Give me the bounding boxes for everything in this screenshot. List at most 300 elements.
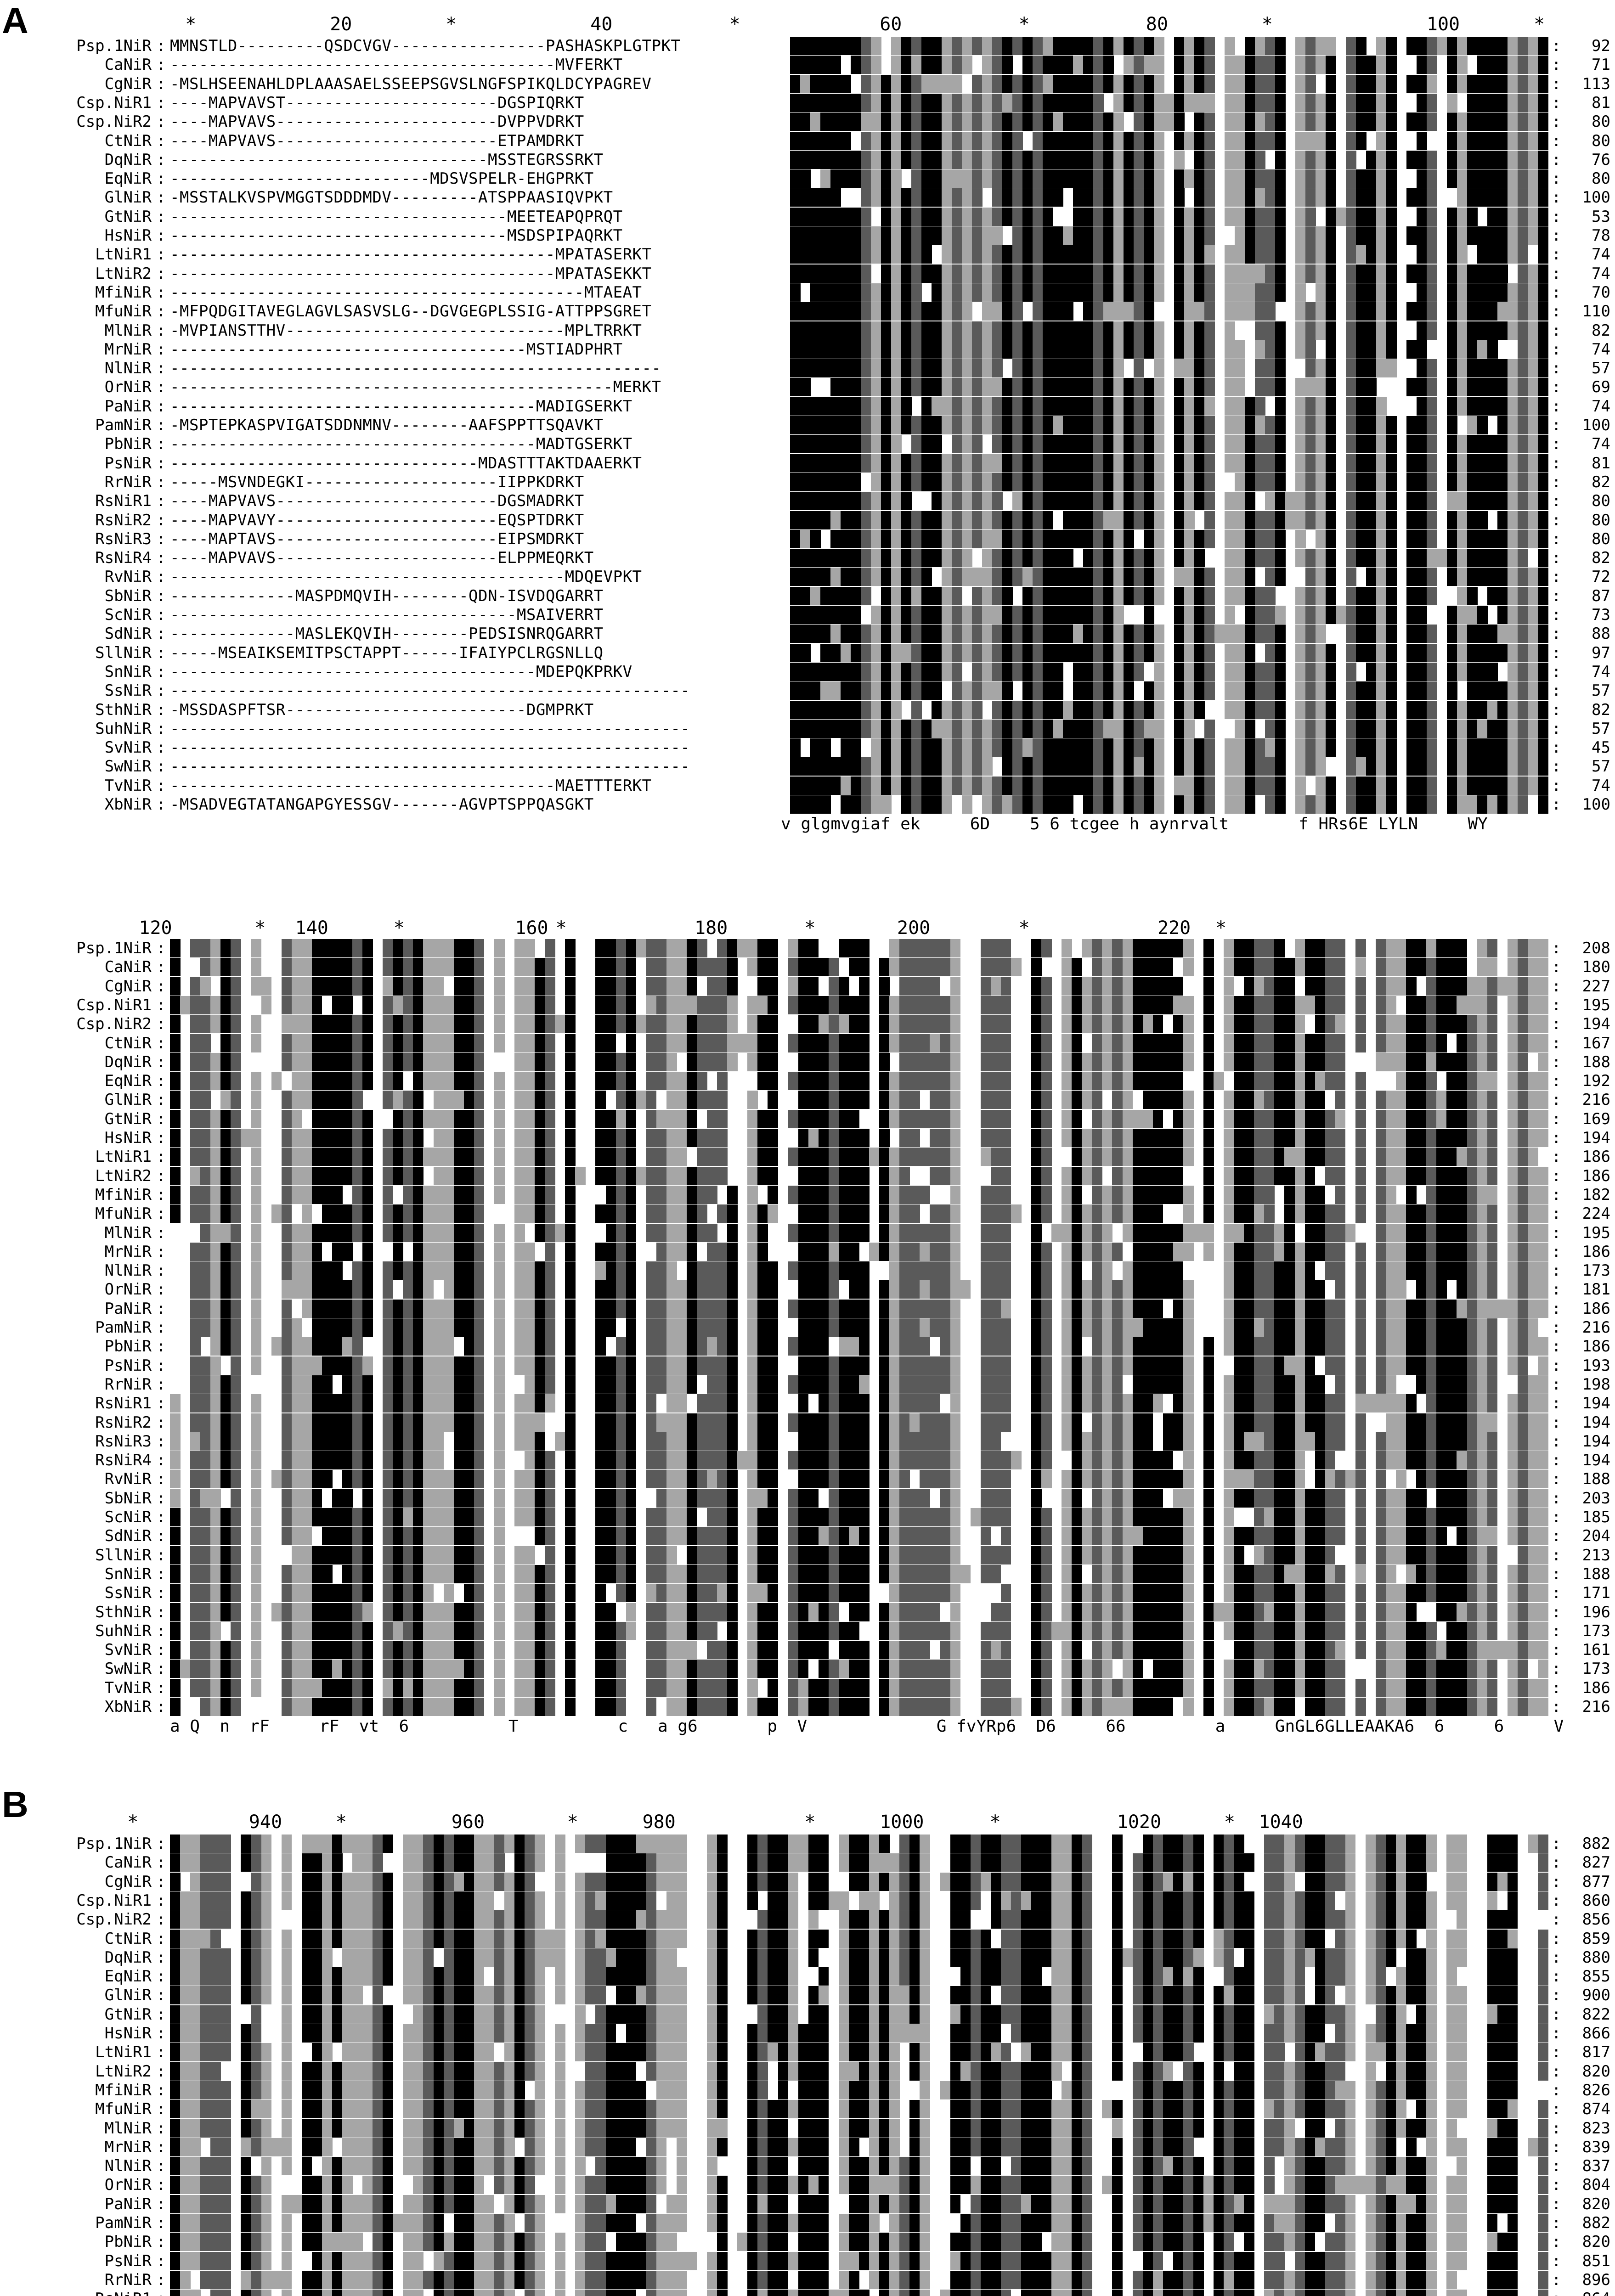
- residue-cell: [1124, 188, 1134, 207]
- residue-cell: [1487, 321, 1498, 340]
- residue-count: 194: [1562, 1129, 1610, 1147]
- residue-cell: [1124, 56, 1134, 74]
- residue-cell: [1497, 151, 1508, 169]
- residue-cell: [1376, 75, 1387, 93]
- separator-colon: :: [156, 454, 165, 473]
- separator-colon: :: [156, 681, 165, 700]
- residue-cell: [1316, 151, 1326, 169]
- residue-cell: [942, 208, 952, 226]
- residue-cell: [1225, 75, 1235, 93]
- residue-cell: [1083, 245, 1094, 264]
- residue-cell: [1134, 264, 1144, 283]
- residue-cell: [1457, 283, 1468, 302]
- residue-cell: [1275, 283, 1286, 302]
- residue-cell: [1487, 56, 1498, 74]
- residue-cell: [1083, 321, 1094, 340]
- sequence-name: RsNiR1: [0, 492, 152, 510]
- residue-cell: [810, 94, 821, 112]
- residue-cell: [1427, 264, 1437, 283]
- residue-cell: [1083, 75, 1094, 93]
- residue-cell: [1235, 151, 1245, 169]
- residue-cell: [972, 94, 983, 112]
- residue-cell: [1406, 264, 1417, 283]
- residue-cell: [1093, 208, 1104, 226]
- sequence-leading-residues: ---------------------------MDSVSPELR-EHGPRKT: [170, 169, 594, 188]
- residue-cell: [1235, 264, 1245, 283]
- residue-cell: [1518, 75, 1528, 93]
- residue-cell: [1184, 94, 1195, 112]
- residue-cell: [952, 75, 962, 93]
- residue-cell: [1316, 245, 1326, 264]
- residue-cell: [1356, 75, 1367, 93]
- panel-label: A: [2, 2, 28, 39]
- residue-cell: [1093, 94, 1104, 112]
- residue-cell: [992, 169, 1003, 188]
- residue-cell: [1326, 94, 1336, 112]
- residue-count: 182: [1562, 1186, 1610, 1204]
- residue-cell: [1457, 245, 1468, 264]
- residue-cell: [810, 321, 821, 340]
- residue-cell: [820, 340, 831, 359]
- residue-cell: [820, 321, 831, 340]
- residue-cell: [982, 94, 993, 112]
- ruler-tick-label: 100: [1427, 14, 1460, 35]
- residue-cell: [1134, 208, 1144, 226]
- residue-cell: [901, 321, 912, 340]
- residue-cell: [1467, 188, 1478, 207]
- residue-cell: [800, 113, 811, 131]
- residue-cell: [942, 283, 952, 302]
- residue-cell: [992, 188, 1003, 207]
- residue-cell: [871, 113, 881, 131]
- residue-cell: [1245, 264, 1255, 283]
- residue-count: 74: [1562, 340, 1610, 359]
- residue-cell: [1093, 264, 1104, 283]
- separator-colon: :: [156, 94, 165, 112]
- ruler-tick-label: 80: [1146, 14, 1168, 35]
- residue-cell: [1497, 245, 1508, 264]
- separator-colon: :: [156, 1186, 165, 1204]
- residue-cell: [1184, 340, 1195, 359]
- separator-colon: :: [156, 795, 165, 814]
- ruler-tick-label: 120: [139, 917, 172, 939]
- residue-cell: [932, 340, 942, 359]
- separator-colon: :: [156, 1129, 165, 1147]
- residue-cell: [1477, 169, 1488, 188]
- residue-cell: [1225, 283, 1235, 302]
- sequence-row: [0, 208, 1615, 226]
- sequence-row: [0, 94, 1615, 112]
- residue-cell: [1154, 56, 1164, 74]
- separator-colon: :: [156, 321, 165, 340]
- residue-cell: [1002, 132, 1013, 150]
- residue-cell: [1508, 302, 1518, 321]
- residue-cell: [1406, 75, 1417, 93]
- separator-colon: :: [156, 1148, 165, 1166]
- separator-colon: :: [156, 226, 165, 245]
- residue-cell: [1124, 94, 1134, 112]
- residue-cell: [1518, 94, 1528, 112]
- residue-cell: [1457, 75, 1468, 93]
- residue-cell: [871, 188, 881, 207]
- residue-cell: [1376, 321, 1387, 340]
- residue-cell: [1265, 302, 1276, 321]
- separator-colon: :: [1552, 37, 1561, 55]
- residue-cell: [1477, 151, 1488, 169]
- residue-cell: [1103, 188, 1114, 207]
- residue-cell: [1144, 264, 1154, 283]
- residue-cell: [1053, 132, 1063, 150]
- residue-cell: [1033, 245, 1043, 264]
- residue-cell: [1245, 132, 1255, 150]
- residue-count: 74: [1562, 777, 1610, 795]
- sequence-row: [0, 340, 1615, 359]
- residue-cell: [952, 188, 962, 207]
- residue-cell: [1043, 132, 1053, 150]
- separator-colon: :: [1552, 587, 1561, 605]
- residue-cell: [1316, 169, 1326, 188]
- residue-cell: [1346, 169, 1356, 188]
- residue-cell: [962, 226, 972, 245]
- residue-cell: [1447, 264, 1457, 283]
- conservation-shading: [790, 283, 1548, 302]
- residue-cell: [1467, 132, 1478, 150]
- residue-cell: [800, 37, 811, 55]
- residue-cell: [1275, 208, 1286, 226]
- sequence-row: [0, 75, 1615, 93]
- residue-cell: [1508, 188, 1518, 207]
- residue-cell: [911, 188, 922, 207]
- residue-cell: [1255, 188, 1265, 207]
- residue-cell: [1447, 94, 1457, 112]
- separator-colon: :: [156, 530, 165, 548]
- residue-cell: [1356, 302, 1367, 321]
- residue-cell: [830, 188, 841, 207]
- residue-cell: [1083, 188, 1094, 207]
- conservation-shading: [790, 264, 1548, 283]
- sequence-leading-residues: ----MAPVAVS-----------------------DGSMADRKT: [170, 492, 584, 510]
- residue-cell: [1417, 226, 1427, 245]
- residue-cell: [861, 340, 871, 359]
- residue-cell: [1538, 264, 1548, 283]
- residue-cell: [972, 75, 983, 93]
- residue-cell: [962, 283, 972, 302]
- conservation-shading: [790, 340, 1548, 359]
- sequence-row: [0, 283, 1615, 302]
- sequence-row: [0, 151, 1615, 169]
- residue-cell: [841, 75, 851, 93]
- residue-cell: [1295, 113, 1306, 131]
- residue-cell: [1083, 151, 1094, 169]
- residue-cell: [1012, 208, 1023, 226]
- sequence-name: RvNiR: [0, 568, 152, 586]
- residue-cell: [1366, 245, 1377, 264]
- residue-cell: [891, 321, 902, 340]
- residue-cell: [1184, 264, 1195, 283]
- residue-cell: [800, 245, 811, 264]
- residue-cell: [1417, 188, 1427, 207]
- residue-cell: [820, 283, 831, 302]
- residue-count: 72: [1562, 568, 1610, 586]
- residue-cell: [861, 132, 871, 150]
- residue-cell: [1386, 113, 1397, 131]
- sequence-leading-residues: -----------------------------------MEETEAPQPRQT: [170, 208, 623, 226]
- residue-cell: [861, 283, 871, 302]
- residue-cell: [1022, 75, 1033, 93]
- residue-cell: [820, 245, 831, 264]
- residue-cell: [1033, 340, 1043, 359]
- residue-cell: [820, 113, 831, 131]
- residue-cell: [1528, 113, 1538, 131]
- residue-cell: [1305, 302, 1316, 321]
- residue-cell: [1518, 188, 1528, 207]
- sequence-name: SwNiR: [0, 757, 152, 776]
- residue-cell: [891, 94, 902, 112]
- separator-colon: :: [1552, 701, 1561, 719]
- separator-colon: :: [156, 435, 165, 453]
- residue-cell: [871, 302, 881, 321]
- residue-cell: [1053, 169, 1063, 188]
- sequence-name: MfuNiR: [0, 1204, 152, 1223]
- residue-cell: [992, 283, 1003, 302]
- residue-cell: [1437, 37, 1447, 55]
- sequence-name: SthNiR: [0, 701, 152, 719]
- separator-colon: :: [1552, 1015, 1561, 1033]
- residue-cell: [800, 321, 811, 340]
- residue-cell: [1447, 151, 1457, 169]
- residue-cell: [992, 302, 1003, 321]
- conservation-shading: [790, 188, 1548, 207]
- residue-cell: [1467, 169, 1478, 188]
- sequence-name: PamNiR: [0, 416, 152, 434]
- residue-cell: [1477, 226, 1488, 245]
- residue-count: 73: [1562, 606, 1610, 624]
- residue-cell: [1124, 151, 1134, 169]
- residue-cell: [1174, 226, 1185, 245]
- sequence-leading-residues: ----------------------------------------MPATASERKT: [170, 245, 652, 264]
- sequence-row: [0, 188, 1615, 207]
- residue-cell: [1012, 37, 1023, 55]
- sequence-name: MfiNiR: [0, 283, 152, 302]
- residue-cell: [1144, 188, 1154, 207]
- residue-cell: [1406, 151, 1417, 169]
- residue-cell: [1457, 151, 1468, 169]
- separator-colon: :: [156, 397, 165, 416]
- residue-cell: [1103, 226, 1114, 245]
- separator-colon: :: [156, 939, 165, 957]
- residue-cell: [1154, 226, 1164, 245]
- separator-colon: :: [1552, 359, 1561, 377]
- residue-cell: [1295, 302, 1306, 321]
- residue-cell: [1245, 302, 1255, 321]
- residue-cell: [1376, 151, 1387, 169]
- residue-cell: [1497, 302, 1508, 321]
- residue-cell: [1144, 340, 1154, 359]
- separator-colon: :: [1552, 340, 1561, 359]
- residue-cell: [1194, 208, 1205, 226]
- residue-cell: [1295, 340, 1306, 359]
- residue-cell: [891, 283, 902, 302]
- residue-cell: [1073, 208, 1084, 226]
- residue-cell: [1174, 245, 1185, 264]
- residue-cell: [1376, 264, 1387, 283]
- sequence-name: TvNiR: [0, 777, 152, 795]
- residue-cell: [901, 302, 912, 321]
- sequence-leading-residues: -MSADVEGTATANGAPGYESSGV-------AGVPTSPPQASGKT: [170, 795, 594, 814]
- residue-cell: [1538, 245, 1548, 264]
- residue-count: 92: [1562, 37, 1610, 55]
- separator-colon: :: [1552, 94, 1561, 112]
- residue-cell: [1295, 264, 1306, 283]
- residue-cell: [1386, 56, 1397, 74]
- residue-cell: [1033, 151, 1043, 169]
- residue-cell: [841, 151, 851, 169]
- residue-cell: [851, 321, 861, 340]
- residue-cell: [1295, 321, 1306, 340]
- residue-cell: [1073, 37, 1084, 55]
- residue-cell: [1376, 132, 1387, 150]
- residue-cell: [921, 321, 932, 340]
- residue-cell: [972, 340, 983, 359]
- residue-cell: [942, 56, 952, 74]
- residue-cell: [1305, 151, 1316, 169]
- residue-cell: [932, 321, 942, 340]
- residue-cell: [820, 208, 831, 226]
- residue-cell: [932, 151, 942, 169]
- residue-cell: [942, 132, 952, 150]
- residue-cell: [911, 321, 922, 340]
- residue-count: 80: [1562, 492, 1610, 510]
- residue-cell: [1366, 56, 1377, 74]
- residue-cell: [932, 94, 942, 112]
- residue-cell: [1225, 169, 1235, 188]
- residue-cell: [1346, 340, 1356, 359]
- residue-cell: [881, 132, 892, 150]
- residue-cell: [1022, 37, 1033, 55]
- sequence-name: GtNiR: [0, 208, 152, 226]
- residue-cell: [1235, 283, 1245, 302]
- residue-cell: [1144, 75, 1154, 93]
- residue-cell: [1022, 56, 1033, 74]
- residue-cell: [952, 132, 962, 150]
- residue-cell: [932, 283, 942, 302]
- separator-colon: :: [1552, 435, 1561, 453]
- residue-cell: [1174, 37, 1185, 55]
- sequence-name: XbNiR: [0, 795, 152, 814]
- residue-cell: [972, 188, 983, 207]
- ruler-tick-label: *: [1262, 14, 1273, 35]
- residue-cell: [1538, 208, 1548, 226]
- separator-colon: :: [156, 1224, 165, 1242]
- residue-cell: [800, 340, 811, 359]
- residue-cell: [1174, 340, 1185, 359]
- residue-cell: [1134, 113, 1144, 131]
- residue-cell: [1124, 208, 1134, 226]
- residue-cell: [841, 113, 851, 131]
- separator-colon: :: [1552, 1243, 1561, 1261]
- residue-count: 188: [1562, 1053, 1610, 1071]
- residue-cell: [1063, 56, 1073, 74]
- sequence-name: SdNiR: [0, 625, 152, 643]
- residue-cell: [851, 151, 861, 169]
- residue-cell: [1508, 132, 1518, 150]
- residue-cell: [1053, 302, 1063, 321]
- residue-cell: [1528, 56, 1538, 74]
- sequence-name: PaNiR: [0, 397, 152, 416]
- residue-cell: [1043, 37, 1053, 55]
- residue-cell: [1002, 208, 1013, 226]
- residue-cell: [1427, 245, 1437, 264]
- residue-cell: [1204, 56, 1215, 74]
- residue-cell: [1002, 113, 1013, 131]
- sequence-name: LtNiR2: [0, 1167, 152, 1185]
- residue-cell: [881, 340, 892, 359]
- residue-cell: [1305, 94, 1316, 112]
- residue-count: 57: [1562, 359, 1610, 377]
- separator-colon: :: [1552, 283, 1561, 302]
- residue-cell: [911, 94, 922, 112]
- residue-cell: [1497, 94, 1508, 112]
- residue-cell: [1235, 302, 1245, 321]
- residue-cell: [952, 113, 962, 131]
- residue-cell: [1427, 321, 1437, 340]
- residue-cell: [911, 37, 922, 55]
- residue-cell: [1417, 264, 1427, 283]
- residue-cell: [810, 75, 821, 93]
- residue-cell: [1063, 226, 1073, 245]
- residue-cell: [1295, 151, 1306, 169]
- sequence-leading-residues: --------------------------------------MADTGSERKT: [170, 435, 632, 453]
- residue-cell: [1235, 226, 1245, 245]
- residue-cell: [1113, 169, 1124, 188]
- separator-colon: :: [156, 132, 165, 150]
- residue-cell: [1022, 264, 1033, 283]
- residue-cell: [1305, 208, 1316, 226]
- sequence-name: SnNiR: [0, 663, 152, 681]
- residue-cell: [1204, 245, 1215, 264]
- residue-cell: [901, 208, 912, 226]
- residue-cell: [1295, 75, 1306, 93]
- residue-cell: [1245, 37, 1255, 55]
- residue-cell: [1124, 37, 1134, 55]
- sequence-name: CgNiR: [0, 977, 152, 996]
- sequence-leading-residues: -------------MASPDMQVIH--------QDN-ISVDQGARRT: [170, 587, 604, 605]
- residue-cell: [1427, 302, 1437, 321]
- residue-cell: [1275, 56, 1286, 74]
- residue-cell: [881, 283, 892, 302]
- residue-cell: [891, 37, 902, 55]
- residue-cell: [992, 151, 1003, 169]
- ruler-tick-label: 140: [295, 917, 328, 939]
- residue-cell: [861, 302, 871, 321]
- residue-cell: [1063, 302, 1073, 321]
- residue-cell: [1346, 132, 1356, 150]
- conservation-shading: [790, 169, 1548, 188]
- conservation-shading: [790, 321, 1548, 340]
- residue-cell: [1497, 283, 1508, 302]
- separator-colon: :: [156, 625, 165, 643]
- separator-colon: :: [156, 757, 165, 776]
- sequence-leading-residues: ----------------------------------------MAETTTERKT: [170, 777, 652, 795]
- residue-cell: [1033, 132, 1043, 150]
- residue-cell: [1386, 94, 1397, 112]
- residue-cell: [1124, 169, 1134, 188]
- residue-cell: [1538, 56, 1548, 74]
- residue-cell: [810, 208, 821, 226]
- residue-cell: [1386, 264, 1397, 283]
- sequence-name: CtNiR: [0, 1034, 152, 1052]
- residue-cell: [1083, 226, 1094, 245]
